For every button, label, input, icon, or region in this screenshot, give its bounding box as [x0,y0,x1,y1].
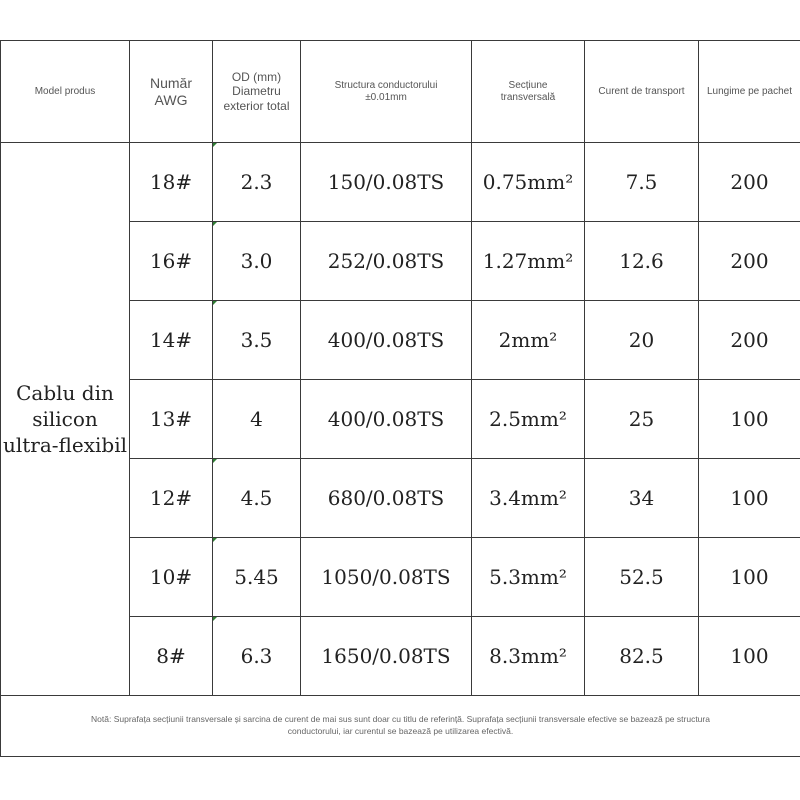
header-model: Model produs [1,41,130,143]
current-cell: 20 [585,301,699,380]
current-cell: 82.5 [585,617,699,696]
od-cell [213,143,301,222]
awg-cell: 14# [130,301,213,380]
structure-cell: 1050/0.08TS [301,538,472,617]
length-cell: 200 [699,301,800,380]
header-od-line1: OD (mm) [231,69,282,84]
table-row [1,143,800,222]
header-section [472,41,585,143]
header-row [1,41,800,143]
header-structure-line2: ±0.01mm [365,91,407,103]
length-cell: 100 [699,459,800,538]
header-awg [130,41,213,143]
od-value: 6.3 [240,644,273,668]
header-structure [301,41,472,143]
note-line1: Notă: Suprafața secțiunii transversale și sarcina de curent de mai sus sunt doar cu titlu de referință. Suprafața secțiunii transversale efective se bazează pe structura [91,714,710,725]
note-line2: conductorului, iar curentul se bazează pe utilizarea efectivă. [287,726,514,736]
model-line1: Cablu din silicon [16,381,114,431]
header-od-line2: Diametru [232,84,281,99]
current-cell: 7.5 [585,143,699,222]
od-cell [213,538,301,617]
structure-cell: 1650/0.08TS [301,617,472,696]
section-cell: 5.3mm² [472,538,585,617]
section-cell: 2mm² [472,301,585,380]
od-cell [213,380,301,459]
length-cell: 100 [699,538,800,617]
note-cell [1,696,800,757]
section-cell: 2.5mm² [472,380,585,459]
awg-cell: 8# [130,617,213,696]
header-section-line2: transversală [500,91,556,103]
current-cell: 34 [585,459,699,538]
length-cell: 200 [699,222,800,301]
length-cell: 100 [699,617,800,696]
current-cell: 52.5 [585,538,699,617]
structure-cell: 150/0.08TS [301,143,472,222]
note-row [1,696,800,757]
od-cell [213,222,301,301]
header-length: Lungime pe pachet [699,41,800,143]
od-value: 2.3 [240,170,273,194]
header-structure-line1: Structura conductorului [334,79,438,91]
section-cell: 8.3mm² [472,617,585,696]
corner-marker [213,143,217,147]
od-value: 3.5 [240,328,273,352]
structure-cell: 680/0.08TS [301,459,472,538]
od-cell [213,617,301,696]
awg-cell: 13# [130,380,213,459]
length-cell: 100 [699,380,800,459]
header-awg-line2: AWG [154,91,188,108]
awg-cell: 12# [130,459,213,538]
length-cell: 200 [699,143,800,222]
corner-marker [213,301,217,305]
od-value: 5.45 [234,565,279,589]
header-od [213,41,301,143]
awg-cell: 18# [130,143,213,222]
corner-marker [213,222,217,226]
od-cell [213,459,301,538]
header-section-line1: Secțiune [508,79,548,91]
structure-cell: 400/0.08TS [301,301,472,380]
structure-cell: 252/0.08TS [301,222,472,301]
awg-cell: 10# [130,538,213,617]
awg-cell: 16# [130,222,213,301]
od-cell [213,301,301,380]
section-cell: 1.27mm² [472,222,585,301]
cable-spec-table [0,40,800,757]
header-current: Curent de transport [585,41,699,143]
section-cell: 3.4mm² [472,459,585,538]
corner-marker [213,617,217,621]
current-cell: 12.6 [585,222,699,301]
od-value: 3.0 [240,249,273,273]
current-cell: 25 [585,380,699,459]
od-value: 4 [250,407,263,431]
header-awg-line1: Număr [149,74,192,91]
structure-cell: 400/0.08TS [301,380,472,459]
corner-marker [213,538,217,542]
corner-marker [213,459,217,463]
od-value: 4.5 [240,486,273,510]
header-od-line3: exterior total [223,98,290,113]
model-line2: ultra-flexibil [2,433,127,457]
section-cell: 0.75mm² [472,143,585,222]
model-cell [1,143,130,696]
